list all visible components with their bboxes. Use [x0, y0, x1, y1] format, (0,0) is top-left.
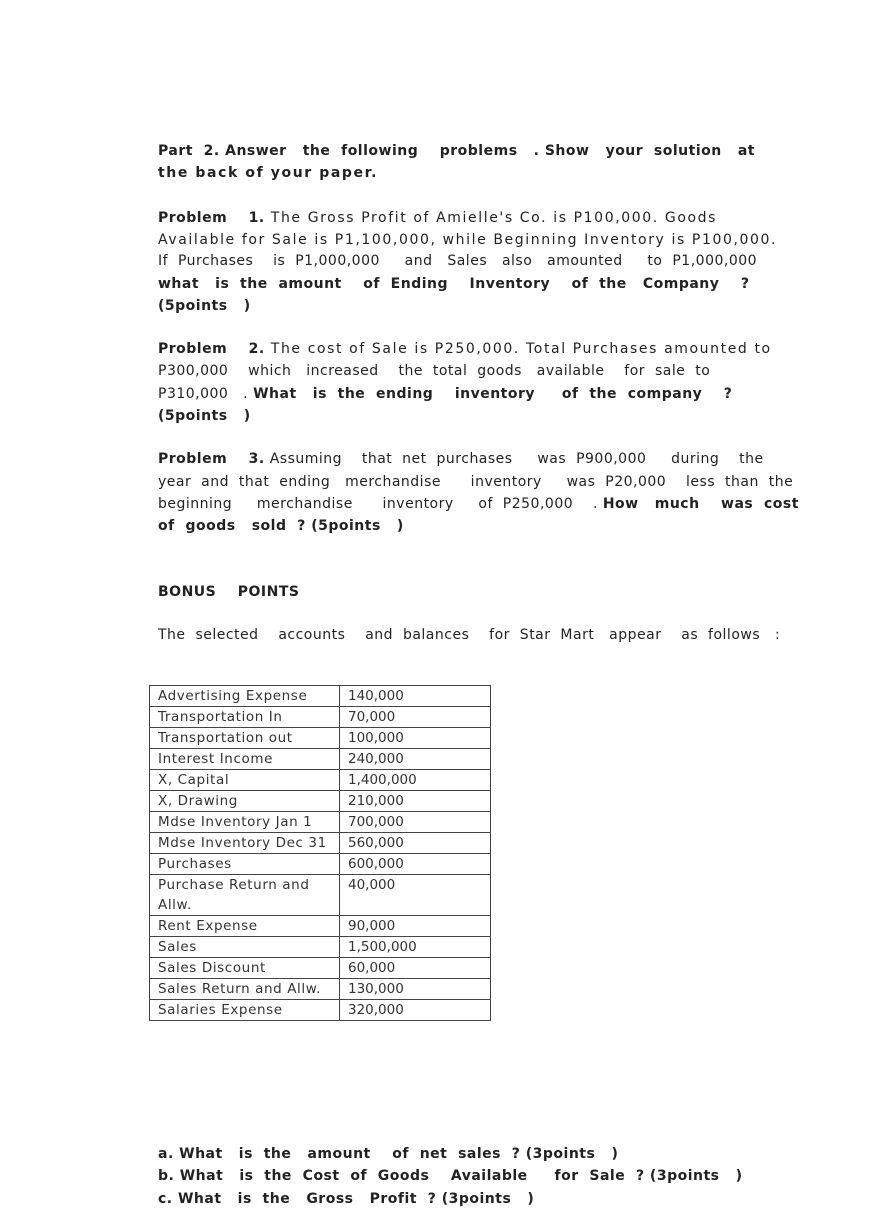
problem3-question: How much was cost [602, 496, 799, 512]
problem2-label: Problem 2. [158, 341, 265, 357]
problem2-line2: P300,000 which increased the total goods available for sale to [158, 363, 711, 379]
table-row [150, 937, 491, 958]
problem1-label: Problem 1. [158, 210, 265, 226]
accounts-table [149, 685, 491, 1021]
account-name: Purchases [150, 854, 340, 875]
table-row [150, 958, 491, 979]
problem1-line2: Available for Sale is P1,100,000, while Beginning Inventory is P100,000. [158, 232, 778, 248]
problem1-line1 [158, 208, 798, 228]
account-name: X, Capital [150, 770, 340, 791]
question-a: a. What is the amount of net sales ? (3points ) [158, 1146, 619, 1162]
table-row [150, 812, 491, 833]
account-balance: 700,000 [340, 812, 491, 833]
table-row [150, 770, 491, 791]
table-row [150, 686, 491, 707]
account-balance: 1,500,000 [340, 937, 491, 958]
table-row [150, 728, 491, 749]
problem3-line4: of goods sold ? (5points ) [158, 518, 404, 534]
account-balance: 560,000 [340, 833, 491, 854]
account-balance: 1,400,000 [340, 770, 491, 791]
bonus-title: BONUS POINTS [158, 584, 300, 600]
problem2-line1 [158, 339, 798, 359]
table-row [150, 791, 491, 812]
problem2-points: (5points ) [158, 408, 251, 424]
problem2-question: What is the ending inventory of the company ? [253, 386, 733, 402]
problem2-line3 [158, 384, 798, 404]
account-balance: 60,000 [340, 958, 491, 979]
account-name: Sales Return and Allw. [150, 979, 340, 1000]
account-name: Interest Income [150, 749, 340, 770]
account-name: X, Drawing [150, 791, 340, 812]
problem1-line3: If Purchases is P1,000,000 and Sales also amounted to P1,000,000 [158, 253, 758, 269]
table-row [150, 707, 491, 728]
account-balance: 70,000 [340, 707, 491, 728]
account-balance: 600,000 [340, 854, 491, 875]
account-name: Transportation In [150, 707, 340, 728]
account-name: Advertising Expense [150, 686, 340, 707]
table-row [150, 854, 491, 875]
account-name: Mdse Inventory Dec 31 [150, 833, 340, 854]
account-balance: 320,000 [340, 1000, 491, 1021]
table-row [150, 875, 491, 916]
question-c: c. What is the Gross Profit ? (3points ) [158, 1191, 535, 1207]
account-balance: 100,000 [340, 728, 491, 749]
accounts-table-body [150, 686, 491, 1021]
account-name: Sales [150, 937, 340, 958]
account-name: Sales Discount [150, 958, 340, 979]
account-name: Salaries Expense [150, 1000, 340, 1021]
account-name: Rent Expense [150, 916, 340, 937]
account-balance: 210,000 [340, 791, 491, 812]
account-name: Mdse Inventory Jan 1 [150, 812, 340, 833]
account-balance: 140,000 [340, 686, 491, 707]
part2-instruction-line2: the back of your paper. [158, 165, 379, 181]
table-row [150, 749, 491, 770]
account-name: Transportation out [150, 728, 340, 749]
bonus-intro: The selected accounts and balances for Star Mart appear as follows : [158, 627, 781, 643]
problem1-text1: The Gross Profit of Amielle's Co. is P100,000. Goods [264, 210, 718, 226]
account-balance: 90,000 [340, 916, 491, 937]
problem2-text3a: P310,000 . [158, 386, 254, 402]
problem3-line1 [158, 449, 798, 469]
table-row [150, 833, 491, 854]
account-balance: 240,000 [340, 749, 491, 770]
problem2-text1: The cost of Sale is P250,000. Total Purchases amounted to [264, 341, 772, 357]
problem1-line4: what is the amount of Ending Inventory of the Company ? [158, 276, 750, 292]
account-name: Purchase Return and Allw. [150, 875, 340, 916]
problem3-line2: year and that ending merchandise inventory was P20,000 less than the [158, 474, 794, 490]
problem3-text1: Assuming that net purchases was P900,000 during the [264, 451, 764, 467]
table-row [150, 979, 491, 1000]
problem3-text3a: beginning merchandise inventory of P250,000 . [158, 496, 603, 512]
account-balance: 40,000 [340, 875, 491, 916]
question-b: b. What is the Cost of Goods Available for Sale ? (3points ) [158, 1168, 743, 1184]
problem1-points: (5points ) [158, 298, 251, 314]
problem3-line3 [158, 494, 798, 514]
part2-instruction-line1: Part 2. Answer the following problems . Show your solution at [158, 143, 755, 159]
account-balance: 130,000 [340, 979, 491, 1000]
table-row [150, 916, 491, 937]
table-row [150, 1000, 491, 1021]
problem3-label: Problem 3. [158, 451, 265, 467]
